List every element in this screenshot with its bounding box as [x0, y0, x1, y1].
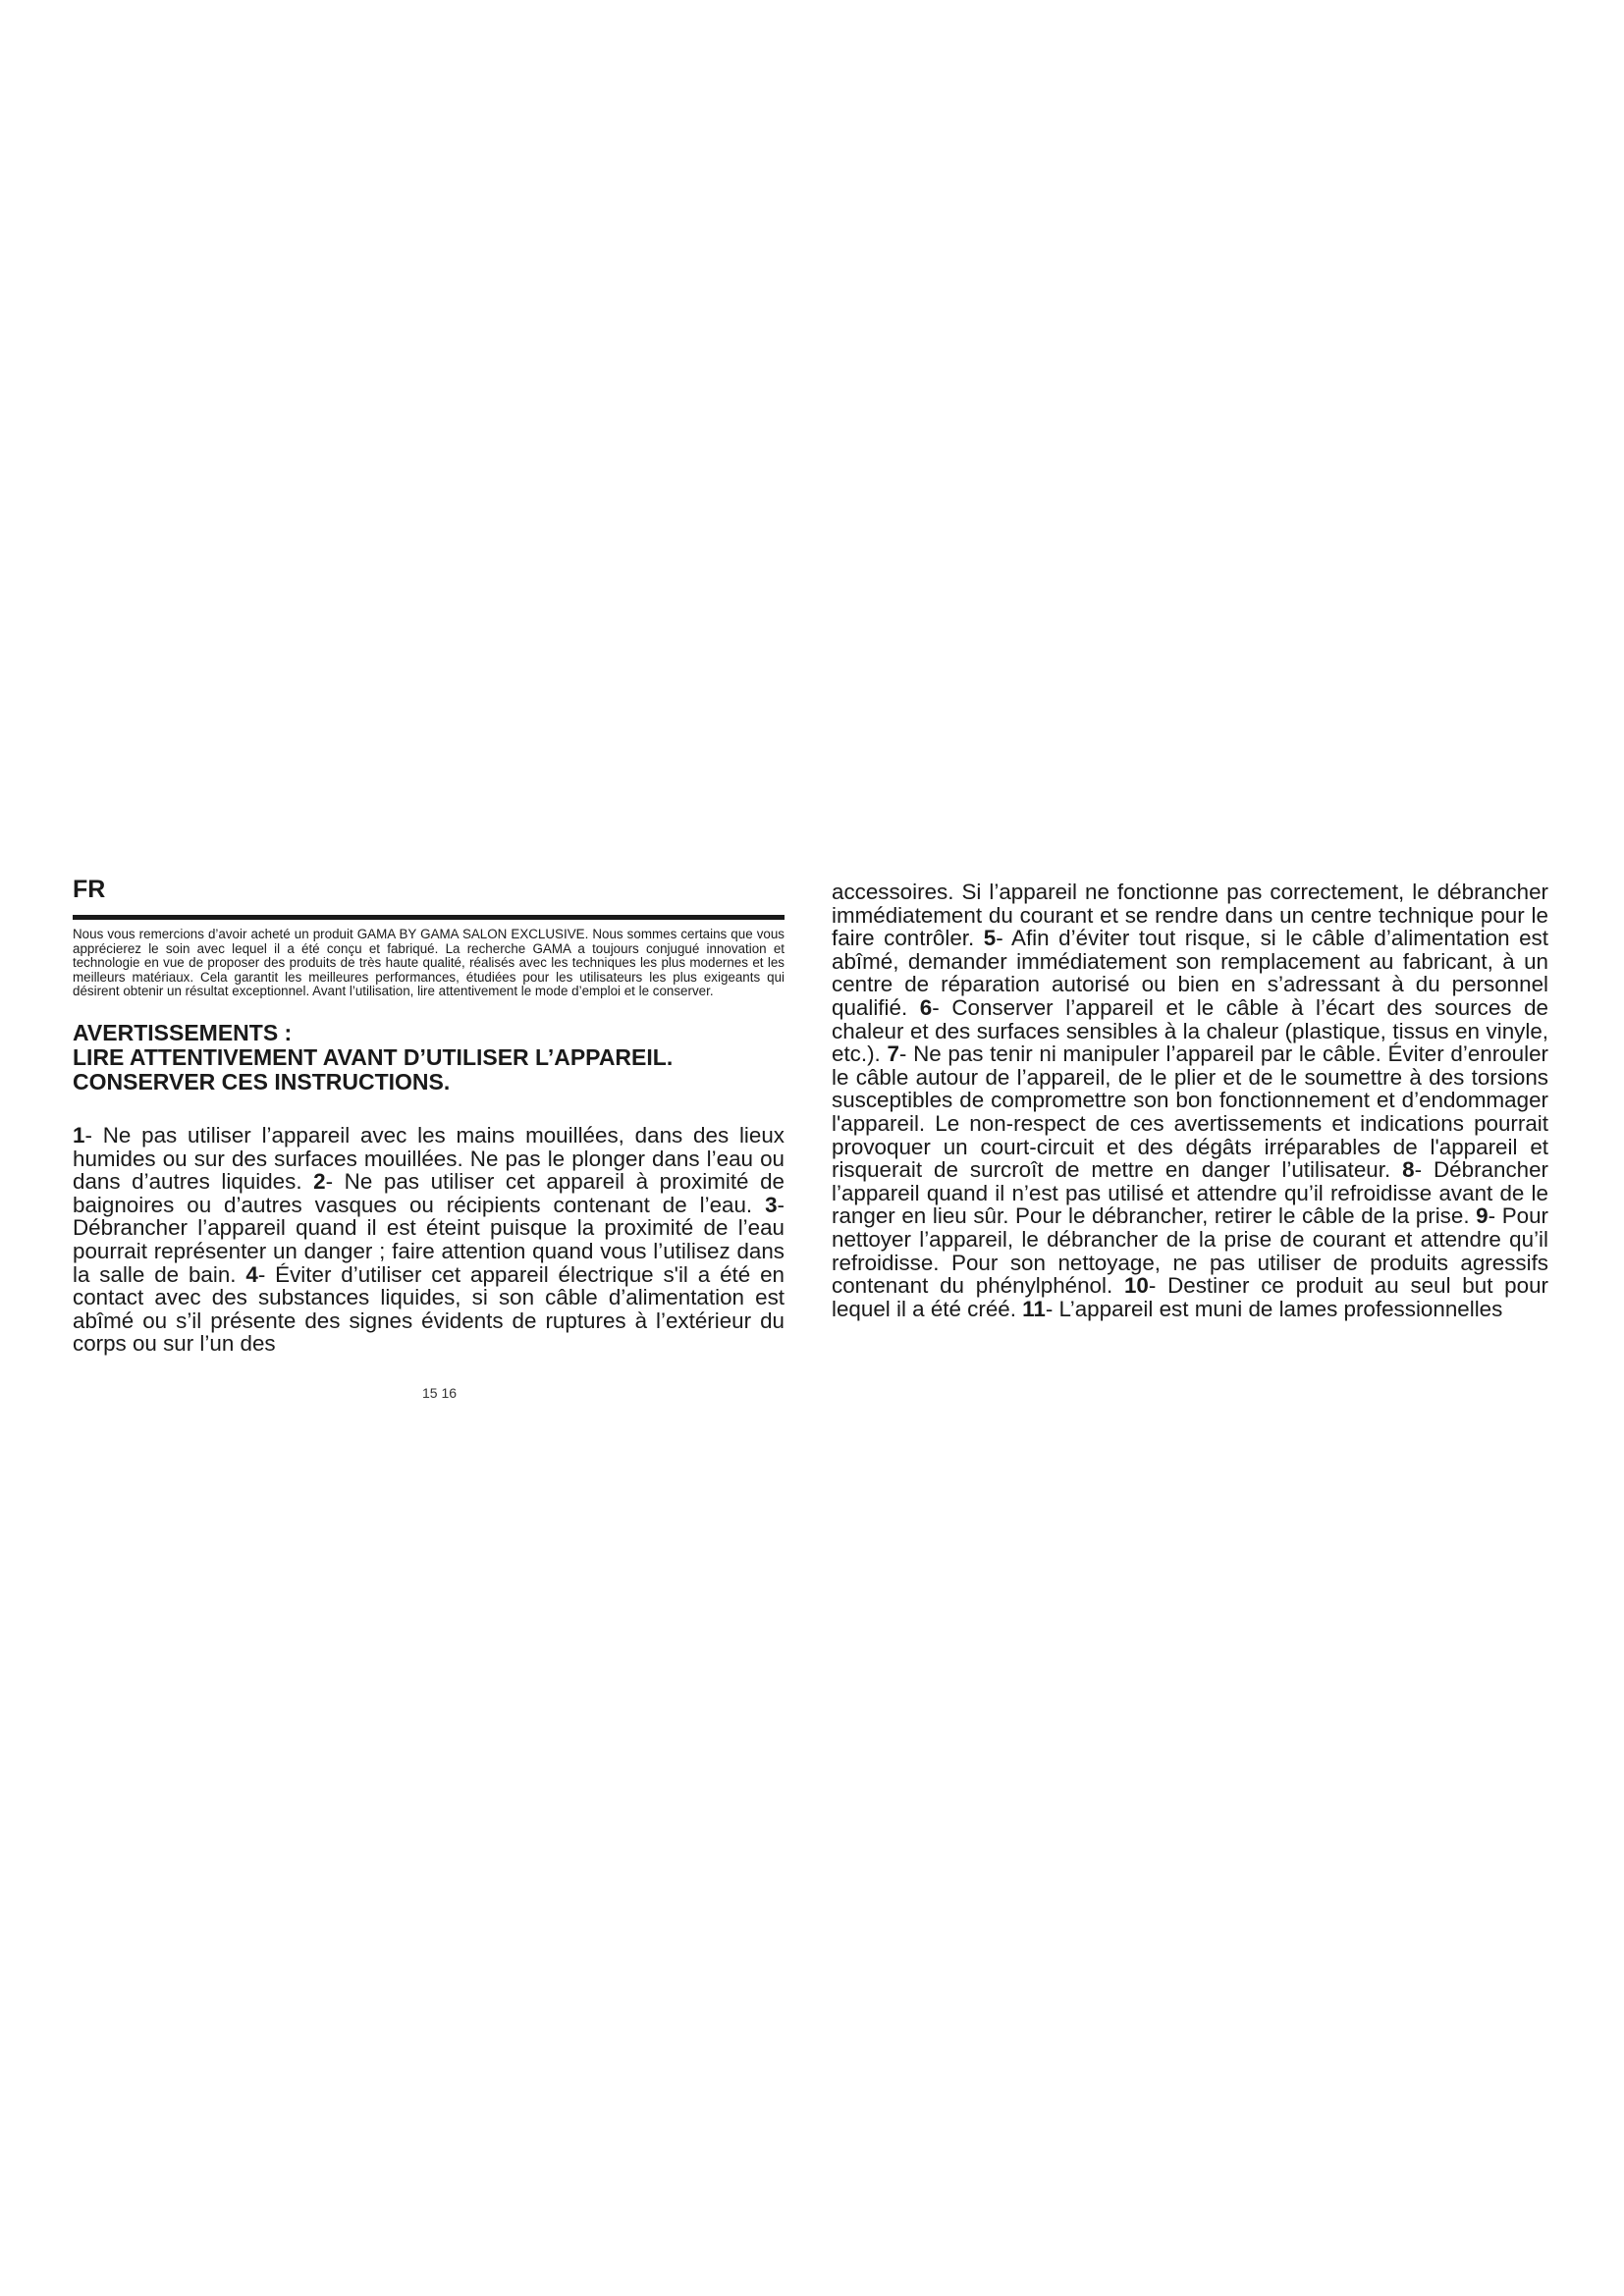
warnings-text-right	[832, 881, 1548, 1320]
left-column	[73, 874, 785, 1356]
item-number: 7	[887, 1041, 899, 1067]
continued-text: accessoires. Si l’appareil ne fonctionne pas correctement, le débrancher immédiatement du courant et se rendre dans un centre technique pour le faire contrôler.	[832, 880, 1548, 951]
item-text: - Ne pas utiliser l’appareil avec les mains mouillées, dans des lieux humides ou sur des surfaces mouillées. Ne pas le plonger dans l’eau ou dans d’autres liquides.	[73, 1122, 785, 1195]
item-number: 9	[1476, 1203, 1489, 1229]
warnings-keep-line: CONSERVER CES INSTRUCTIONS.	[73, 1068, 451, 1095]
item-number: 5	[983, 926, 997, 951]
right-column	[832, 881, 1548, 1320]
warnings-read-line: LIRE ATTENTIVEMENT AVANT D’UTILISER L’APPAREIL.	[73, 1043, 674, 1070]
item-text: - Pour nettoyer l’appareil, le débrancher de la prise de courant et attendre qu’il refroidisse. Pour son nettoyage, ne pas utiliser de produits agressifs contenant du phénylphénol.	[832, 1203, 1548, 1299]
item-text: - Afin d’éviter tout risque, si le câble d’alimentation est abîmé, demander immédiatement son remplacement au fabricant, à un centre de réparation autorisé ou bien en s’adressant à du personnel qualifié.	[832, 926, 1548, 1020]
item-text: - Ne pas tenir ni manipuler l’appareil par le câble. Éviter d’enrouler le câble autour de l’appareil, de le plier et de le soumettre à des torsions susceptibles de compromettre son bon fonctionnement et d’endommager l'appareil. Le non-respect de ces avertissements et indications pourrait provoquer un court-circuit et des dégâts irréparables de l'appareil et risquerait de surcroît de mettre en danger l’utilisateur.	[832, 1041, 1548, 1183]
item-number: 3	[765, 1192, 778, 1217]
item-number: 10	[1123, 1273, 1149, 1299]
item-number: 6	[919, 994, 933, 1020]
item-text: - Débrancher l’appareil quand il est éteint puisque la proximité de l’eau pourrait représenter un danger ; faire attention quand vous l’utilisez dans la salle de bain.	[73, 1192, 785, 1287]
item-number: 8	[1402, 1157, 1415, 1183]
item-number: 1	[73, 1122, 85, 1148]
item-number: 2	[313, 1169, 326, 1195]
heading-rule	[73, 915, 785, 920]
item-text: - Conserver l’appareil et le câble à l’écart des sources de chaleur et des surfaces sensibles à la chaleur (plastique, tissus en vinyle, etc.).	[832, 994, 1548, 1067]
item-text: - Débrancher l’appareil quand il n’est pas utilisé et attendre qu’il refroidisse avant de le ranger en lieu sûr. Pour le débrancher, retirer le câble de la prise.	[832, 1157, 1549, 1229]
item-text: - L’appareil est muni de lames professionnelles	[1045, 1296, 1503, 1321]
item-text: - Ne pas utiliser cet appareil à proximité de baignoires ou d’autres vasques ou récipients contenant de l’eau.	[73, 1169, 785, 1217]
item-number: 4	[245, 1261, 258, 1287]
page-number: 15 16	[422, 1385, 458, 1401]
warnings-heading	[73, 1021, 785, 1095]
item-text: - Destiner ce produit au seul but pour lequel il a été créé.	[832, 1273, 1548, 1321]
language-code: FR	[73, 876, 106, 903]
intro-paragraph: Nous vous remercions d’avoir acheté un produit GAMA BY GAMA SALON EXCLUSIVE. Nous sommes certains que vous apprécierez le soin avec lequel il a été conçu et fabriqué. La recherche GAMA a toujours conjugué innovation et technologie en vue de proposer des produits de très haute qualité, réalisés avec les techniques les plus modernes et les meilleurs matériaux. Cela garantit les meilleures performances, étudiées pour les utilisateurs les plus exigeants qui désirent obtenir un résultat exceptionnel. Avant l’utilisation, lire attentivement le mode d’emploi et le conserver.	[73, 927, 785, 999]
warnings-text-left	[73, 1124, 785, 1356]
warnings-title: AVERTISSEMENTS :	[73, 1019, 293, 1045]
item-number: 11	[1022, 1296, 1046, 1321]
item-text: - Éviter d’utiliser cet appareil électrique s'il a été en contact avec des substances liquides, si son câble d’alimentation est abîmé ou s’il présente des signes évidents de ruptures à l’extérieur du corps ou sur l’un des	[73, 1261, 785, 1357]
